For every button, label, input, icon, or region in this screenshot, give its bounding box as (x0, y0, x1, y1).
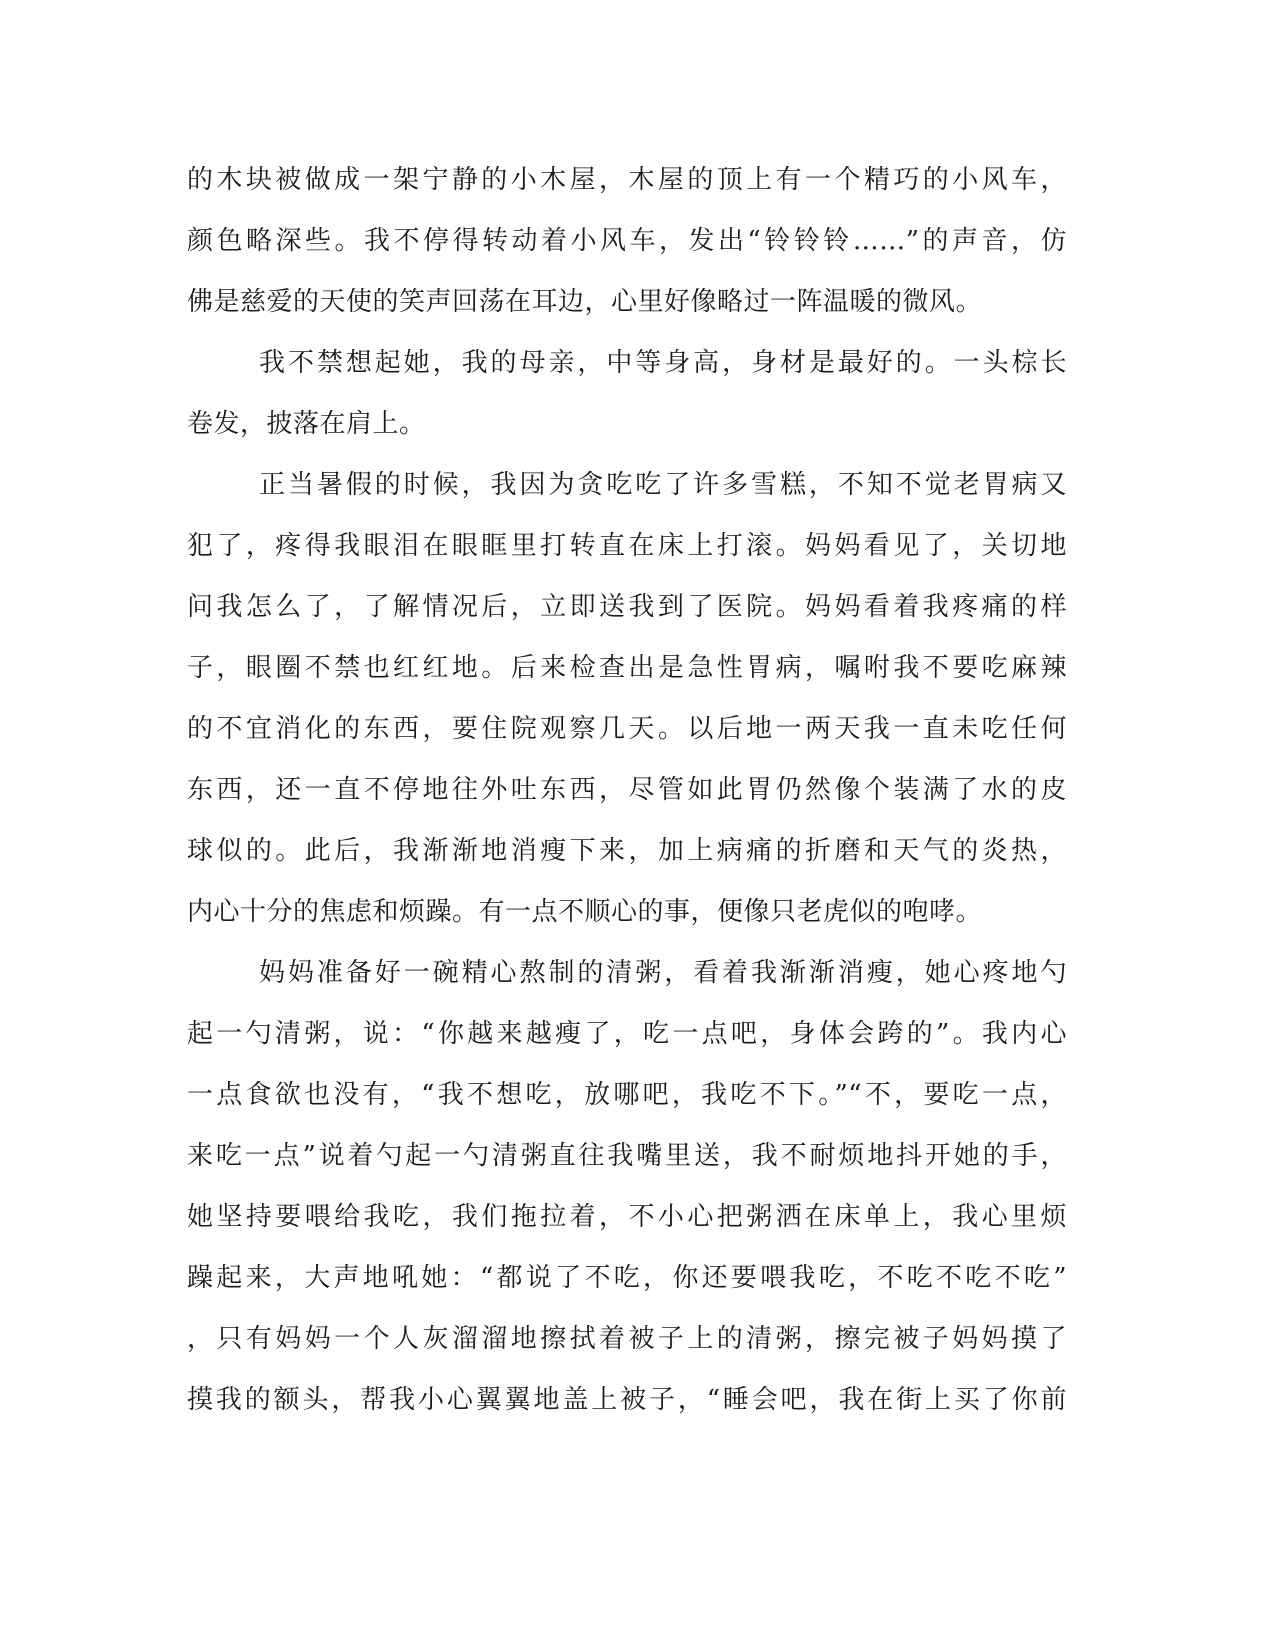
text-line: 球似的。此后，我渐渐地消瘦下来，加上病痛的折磨和天气的炎热， (187, 836, 1067, 866)
text-line: 犯了，疼得我眼泪在眼眶里打转直在床上打滚。妈妈看见了，关切地 (187, 531, 1067, 561)
text-line: 子，眼圈不禁也红红地。后来检查出是急性胃病，嘱咐我不要吃麻辣 (187, 653, 1067, 683)
text-line: 妈妈准备好一碗精心熬制的清粥，看着我渐渐消瘦，她心疼地勺 (259, 958, 1067, 988)
text-line: 的木块被做成一架宁静的小木屋，木屋的顶上有一个精巧的小风车， (187, 165, 1067, 195)
text-line: 摸我的额头，帮我小心翼翼地盖上被子，“睡会吧，我在街上买了你前 (187, 1385, 1067, 1415)
text-line: 东西，还一直不停地往外吐东西，尽管如此胃仍然像个装满了水的皮 (187, 775, 1067, 805)
text-line: ，只有妈妈一个人灰溜溜地擦拭着被子上的清粥，擦完被子妈妈摸了 (187, 1324, 1067, 1354)
text-line: 佛是慈爱的天使的笑声回荡在耳边，心里好像略过一阵温暖的微风。 (187, 287, 983, 317)
text-line: 躁起来，大声地吼她：“都说了不吃，你还要喂我吃，不吃不吃不吃” (187, 1263, 1067, 1293)
text-line: 颜色略深些。我不停得转动着小风车，发出“铃铃铃……”的声音，仿 (187, 226, 1067, 256)
text-line: 来吃一点”说着勺起一勺清粥直往我嘴里送，我不耐烦地抖开她的手， (187, 1141, 1067, 1171)
text-line: 内心十分的焦虑和烦躁。有一点不顺心的事，便像只老虎似的咆哮。 (187, 897, 983, 927)
text-line: 的不宜消化的东西，要住院观察几天。以后地一两天我一直未吃任何 (187, 714, 1067, 744)
body-text (187, 150, 1067, 1431)
text-line: 我不禁想起她，我的母亲，中等身高，身材是最好的。一头棕长 (259, 348, 1067, 378)
text-line: 问我怎么了，了解情况后，立即送我到了医院。妈妈看着我疼痛的样 (187, 592, 1067, 622)
text-line: 卷发，披落在肩上。 (187, 409, 426, 439)
text-line: 她坚持要喂给我吃，我们拖拉着，不小心把粥洒在床单上，我心里烦 (187, 1202, 1067, 1232)
text-line: 正当暑假的时候，我因为贪吃吃了许多雪糕，不知不觉老胃病又 (259, 470, 1067, 500)
text-line: 一点食欲也没有，“我不想吃，放哪吧，我吃不下。”“不，要吃一点， (187, 1080, 1067, 1110)
text-line: 起一勺清粥，说：“你越来越瘦了，吃一点吧，身体会跨的”。我内心 (187, 1019, 1067, 1049)
